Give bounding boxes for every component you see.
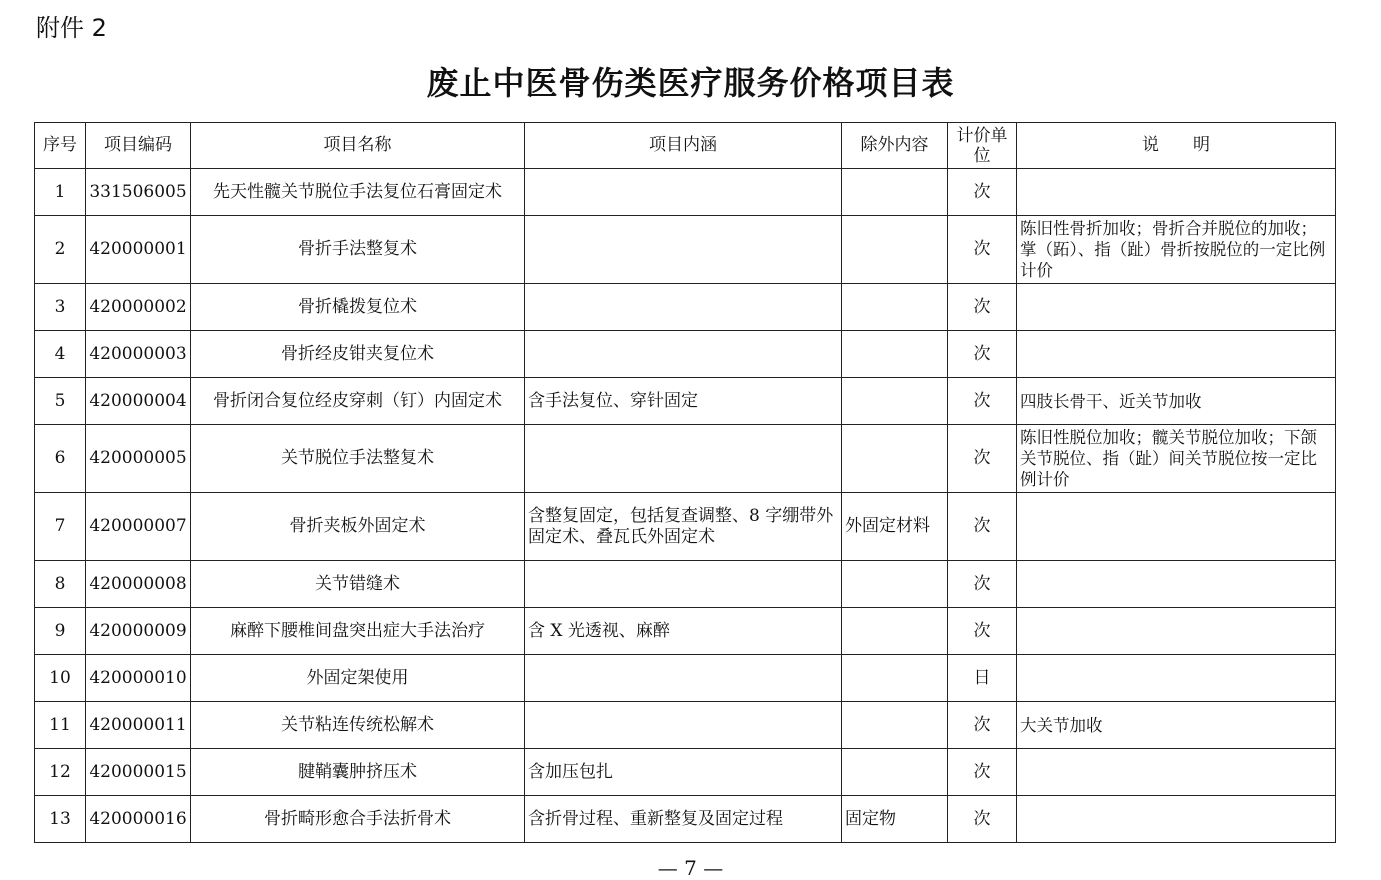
- cell-code: 420000001: [86, 216, 191, 284]
- cell-unit: 日: [948, 655, 1017, 702]
- cell-code: 420000010: [86, 655, 191, 702]
- cell-unit: 次: [948, 169, 1017, 216]
- cell-seq: 10: [35, 655, 86, 702]
- cell-name: 骨折夹板外固定术: [191, 493, 525, 561]
- table-row: [35, 749, 1336, 796]
- cell-excluded: [842, 169, 948, 216]
- table-row: [35, 493, 1336, 561]
- cell-code: 420000016: [86, 796, 191, 843]
- cell-code: 420000007: [86, 493, 191, 561]
- cell-seq: 4: [35, 331, 86, 378]
- cell-seq: 12: [35, 749, 86, 796]
- table-row: [35, 378, 1336, 425]
- cell-unit: 次: [948, 216, 1017, 284]
- cell-unit: 次: [948, 702, 1017, 749]
- table-row: [35, 608, 1336, 655]
- table-header-row: [35, 123, 1336, 169]
- header-seq: 序号: [35, 123, 86, 169]
- cell-content: [525, 169, 842, 216]
- page-number: — 7 —: [657, 856, 724, 880]
- cell-seq: 8: [35, 561, 86, 608]
- cell-excluded: [842, 655, 948, 702]
- cell-content: 含加压包扎: [525, 749, 842, 796]
- cell-name: 骨折手法整复术: [191, 216, 525, 284]
- cell-name: 先天性髋关节脱位手法复位石膏固定术: [191, 169, 525, 216]
- cell-note: [1017, 608, 1336, 655]
- cell-note: [1017, 655, 1336, 702]
- cell-note: [1017, 796, 1336, 843]
- attachment-label: 附件 2: [36, 14, 107, 42]
- cell-seq: 9: [35, 608, 86, 655]
- table-row: [35, 425, 1336, 493]
- cell-excluded: [842, 284, 948, 331]
- cell-unit: 次: [948, 378, 1017, 425]
- page-title: 废止中医骨伤类医疗服务价格项目表: [426, 64, 955, 102]
- cell-excluded: [842, 702, 948, 749]
- cell-code: 420000003: [86, 331, 191, 378]
- cell-name: 骨折橇拨复位术: [191, 284, 525, 331]
- cell-seq: 2: [35, 216, 86, 284]
- cell-code: 420000011: [86, 702, 191, 749]
- table-row: [35, 702, 1336, 749]
- cell-name: 骨折畸形愈合手法折骨术: [191, 796, 525, 843]
- cell-code: 420000005: [86, 425, 191, 493]
- cell-excluded: [842, 561, 948, 608]
- cell-name: 关节错缝术: [191, 561, 525, 608]
- cell-unit: 次: [948, 608, 1017, 655]
- cell-content: 含 X 光透视、麻醉: [525, 608, 842, 655]
- cell-note: [1017, 284, 1336, 331]
- cell-note: [1017, 493, 1336, 561]
- cell-name: 骨折闭合复位经皮穿刺（钉）内固定术: [191, 378, 525, 425]
- cell-note: 陈旧性脱位加收；髋关节脱位加收；下颌关节脱位、指（趾）间关节脱位按一定比例计价: [1017, 425, 1336, 493]
- cell-name: 关节粘连传统松解术: [191, 702, 525, 749]
- cell-name: 骨折经皮钳夹复位术: [191, 331, 525, 378]
- cell-code: 420000002: [86, 284, 191, 331]
- cell-content: [525, 425, 842, 493]
- cell-content: [525, 655, 842, 702]
- cell-name: 外固定架使用: [191, 655, 525, 702]
- cell-name: 关节脱位手法整复术: [191, 425, 525, 493]
- header-code: 项目编码: [86, 123, 191, 169]
- table-row: [35, 655, 1336, 702]
- cell-seq: 11: [35, 702, 86, 749]
- cell-excluded: [842, 216, 948, 284]
- cell-content: 含整复固定，包括复查调整、8 字绷带外固定术、叠瓦氏外固定术: [525, 493, 842, 561]
- table-row: [35, 169, 1336, 216]
- cell-seq: 13: [35, 796, 86, 843]
- cell-note: [1017, 169, 1336, 216]
- cell-note: 陈旧性骨折加收；骨折合并脱位的加收；掌（跖）、指（趾）骨折按脱位的一定比例计价: [1017, 216, 1336, 284]
- cell-excluded: [842, 331, 948, 378]
- cell-content: [525, 284, 842, 331]
- cell-seq: 3: [35, 284, 86, 331]
- cell-content: [525, 561, 842, 608]
- table-body: [35, 169, 1336, 843]
- cell-content: 含手法复位、穿针固定: [525, 378, 842, 425]
- cell-unit: 次: [948, 561, 1017, 608]
- cell-content: 含折骨过程、重新整复及固定过程: [525, 796, 842, 843]
- table-row: [35, 216, 1336, 284]
- cell-excluded: [842, 378, 948, 425]
- cell-content: [525, 331, 842, 378]
- header-excluded: 除外内容: [842, 123, 948, 169]
- header-note: 说 明: [1017, 123, 1336, 169]
- cell-excluded: 外固定材料: [842, 493, 948, 561]
- table-row: [35, 331, 1336, 378]
- header-unit: 计价单位: [948, 123, 1017, 169]
- cell-seq: 1: [35, 169, 86, 216]
- cell-excluded: [842, 749, 948, 796]
- cell-content: [525, 702, 842, 749]
- cell-note: [1017, 749, 1336, 796]
- cell-name: 麻醉下腰椎间盘突出症大手法治疗: [191, 608, 525, 655]
- table-row: [35, 796, 1336, 843]
- cell-excluded: [842, 608, 948, 655]
- cell-seq: 7: [35, 493, 86, 561]
- cell-unit: 次: [948, 749, 1017, 796]
- cell-unit: 次: [948, 493, 1017, 561]
- cell-note: 四肢长骨干、近关节加收: [1017, 378, 1336, 425]
- cell-seq: 6: [35, 425, 86, 493]
- header-content: 项目内涵: [525, 123, 842, 169]
- table-row: [35, 561, 1336, 608]
- table-row: [35, 284, 1336, 331]
- cell-note: 大关节加收: [1017, 702, 1336, 749]
- cell-excluded: [842, 425, 948, 493]
- cell-note: [1017, 561, 1336, 608]
- cell-unit: 次: [948, 284, 1017, 331]
- cell-excluded: 固定物: [842, 796, 948, 843]
- cell-unit: 次: [948, 425, 1017, 493]
- cell-code: 420000008: [86, 561, 191, 608]
- cell-unit: 次: [948, 331, 1017, 378]
- price-items-table: [34, 122, 1336, 843]
- cell-code: 420000004: [86, 378, 191, 425]
- cell-unit: 次: [948, 796, 1017, 843]
- cell-note: [1017, 331, 1336, 378]
- header-name: 项目名称: [191, 123, 525, 169]
- cell-code: 331506005: [86, 169, 191, 216]
- cell-content: [525, 216, 842, 284]
- cell-code: 420000009: [86, 608, 191, 655]
- cell-seq: 5: [35, 378, 86, 425]
- cell-code: 420000015: [86, 749, 191, 796]
- cell-name: 腱鞘囊肿挤压术: [191, 749, 525, 796]
